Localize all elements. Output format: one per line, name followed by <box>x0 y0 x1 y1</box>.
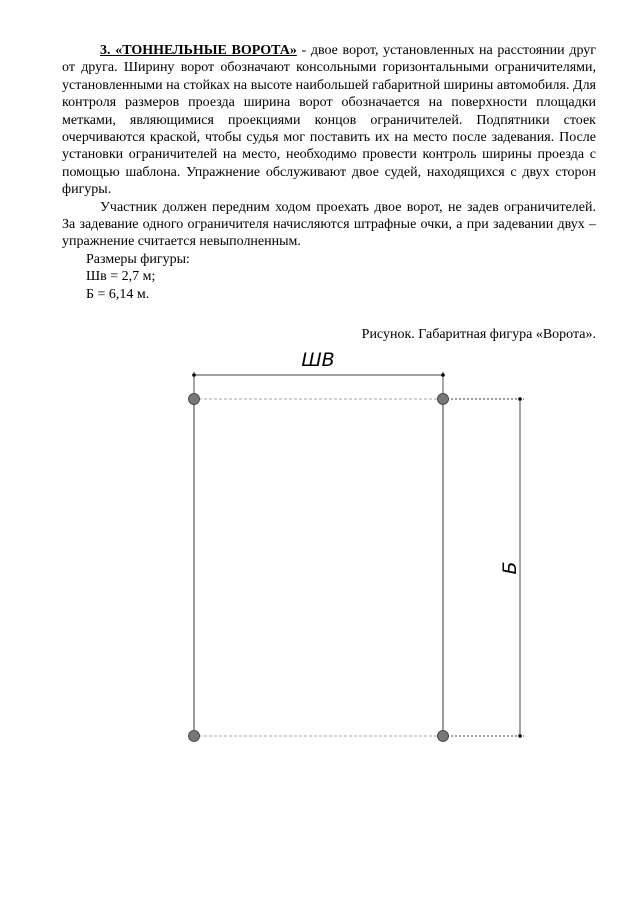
width-dimension-tick-left <box>192 373 196 377</box>
width-dimension-tick-right <box>441 373 445 377</box>
dimension-length: Б = 6,14 м. <box>86 286 150 302</box>
figure-caption: Рисунок. Габаритная фигура «Ворота». <box>361 327 596 342</box>
section-intro: - двое ворот, установленных на расстоянии друг от друга. Ширину ворот обозначают консольными горизонтальными ограничителями, установленными на стойках на высоте наибольшей габаритной ширины автомобиля. Для контроля размеров проезда ширина ворот обозначается на поверхности площадки метками, являющимися проекциями концов ограничителей. Подпятники стоек очерчиваются краской, чтобы судья мог поставить их на место после задевания. После установки ограничителей на место, необходимо провести контроль ширины проезда с помощью шаблона. Упражнение обслуживают двое судей, находящихся с двух сторон фигуры. <box>62 43 597 198</box>
gate-post-front-left <box>189 394 200 405</box>
length-label: Б <box>499 561 521 575</box>
dimensions-heading: Размеры фигуры: <box>86 251 190 267</box>
rules-paragraph: Участник должен передним ходом проехать двое ворот, не задев ограничителей. За задевание одного ограничителя начисляются штрафные очки, а при задевании двух – упражнение считается невыполненным. <box>62 199 596 250</box>
width-label: ШВ <box>301 349 335 371</box>
length-dimension-tick-top <box>518 397 522 401</box>
gate-post-rear-right <box>438 731 449 742</box>
gate-post-front-right <box>438 394 449 405</box>
section-number: 3. <box>100 43 111 58</box>
length-dimension-tick-bottom <box>518 734 522 738</box>
gate-post-rear-left <box>189 731 200 742</box>
section-title: «ТОННЕЛЬНЫЕ ВОРОТА» <box>115 43 297 58</box>
dimension-width: Шв = 2,7 м; <box>86 269 156 285</box>
